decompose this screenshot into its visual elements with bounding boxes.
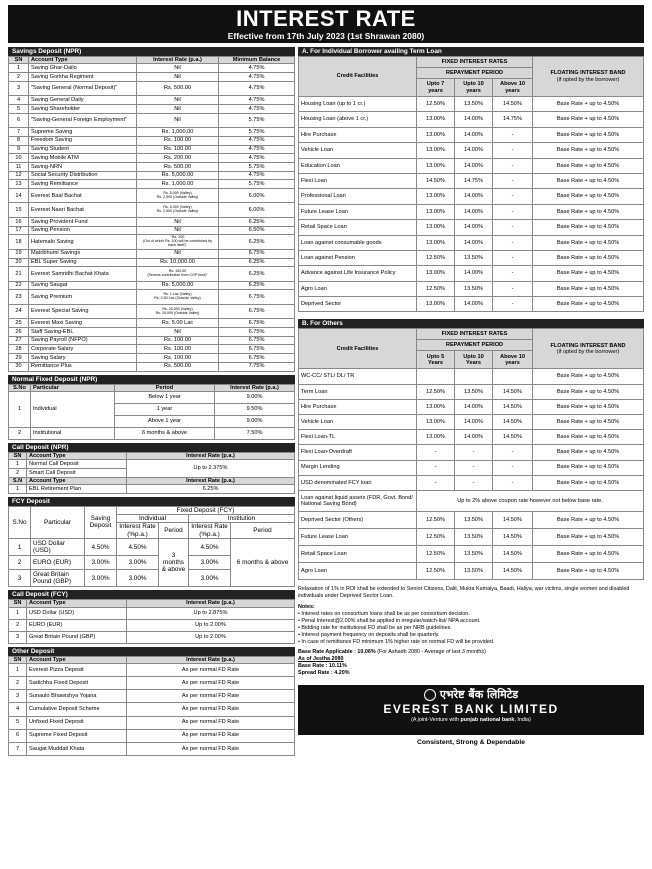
table-row: 2 EURO (EUR) Up to 2.00%	[9, 619, 295, 631]
table-row: Vehicle Loan 13.00% 14.00% - Base Rate + up to 4.50%	[299, 143, 644, 158]
th-particular: Particular	[31, 384, 115, 391]
table-row: 1 year 9.50%	[9, 403, 295, 415]
normal-fd-table	[8, 384, 295, 440]
table-row: 15 Everest Naari Bachat Rs. 5,000 (Valley) Rs. 2,500 (Outside Valley) 6.00%	[9, 203, 295, 218]
other-deposit-rows	[9, 664, 295, 756]
bank-logo	[298, 685, 644, 735]
savings-rows	[9, 64, 295, 371]
call-deposit-table: SN Account Type Interest Rate (p.a.) 1 Normal Call Deposit Up to 2.375% 2 Smart Call Deposit S.N Account Type Interest Rate (p.a.) 1 EBL Retirement Plan 6.25%	[8, 452, 295, 494]
note-item: • Interest rates on consortium loans shall be as per consortium decision.	[298, 611, 644, 618]
joint-venture-note: (A joint-Venture with punjab national bank, India)	[411, 717, 531, 724]
note-item: • Penal Interest@2.00% shall be applied in irregular/watch-list/ NPA account.	[298, 618, 644, 625]
table-row: WC-CC/ STL/ DL/ TR Base Rate + up to 4.50%	[299, 369, 644, 384]
table-row: 12 Social Security Distribution Rs. 5,000.00 4.75%	[9, 171, 295, 180]
table-row: 3 Great Britain Pound (GBP) Up to 2.00%	[9, 631, 295, 643]
table-row: 19 Matribhumi Savings Nil 6.75%	[9, 249, 295, 258]
table-row: 14 Everest Baal Bachat Rs. 5,000 (Valley) Rs. 2,500 (Outside Valley) 6.00%	[9, 188, 295, 203]
table-row: Future Lease Loan 12.50% 13.50% 14.50% Base Rate + up to 4.50%	[299, 528, 644, 545]
th-period: Period	[115, 384, 215, 391]
fcy-deposit-title: FCY Deposit	[8, 497, 295, 506]
header-banner	[8, 5, 644, 43]
table-row: 27 Saving Payroll (NFPO) Rs. 100.00 6.75%	[9, 336, 295, 345]
base-rate-applicable: Base Rate Applicable : 10.06%	[298, 649, 376, 656]
other-deposit-title: Other Deposit	[8, 647, 295, 656]
relaxation-note: Relaxation of 1% in ROI shall be extended to Senior Citizens, Dalit, Mukta Kamaiya, Baadi, Haliya, war victims, single women and disabled individuals under Deprived Sector Loan.	[298, 585, 630, 599]
table-row: Flexi Loan-TL 13.00% 14.00% 14.50% Base Rate + up to 4.50%	[299, 430, 644, 445]
table-row: 21 Everest Samridhi Bachat Khata Rs. 100.00 (Seniors contribution from COP fund)" 6.25%	[9, 267, 295, 282]
table-row: 2 Saving Gorkha Regiment Nil 4.75%	[9, 73, 295, 82]
table-row: Housing Loan (above 1 cr.) 13.00% 14.00% 14.75% Base Rate + up to 4.50%	[299, 112, 644, 127]
table-row: 2 Smart Call Deposit	[9, 468, 295, 477]
bank-name-nepali: एभरेष्ट बैंक लिमिटेड	[439, 688, 519, 702]
table-row: Loan against Pension 12.50% 13.50% - Base Rate + up to 4.50%	[299, 250, 644, 265]
th-account-type: Account Type	[29, 57, 137, 64]
table-row: 4 Cumulative Deposit Scheme As per normal FD Rate	[9, 703, 295, 716]
bank-name-english: EVEREST BANK LIMITED	[383, 702, 559, 717]
table-row: 1 EBL Retirement Plan 6.25%	[9, 485, 295, 494]
th-sno: S.No	[9, 384, 31, 391]
table-row: 28 Corporate Salary Rs. 100.00 6.75%	[9, 345, 295, 354]
table-row: Retail Space Loan 12.50% 13.50% 14.50% Base Rate + up to 4.50%	[299, 545, 644, 562]
table-row: 1 Everest Pizza Deposit As per normal FD Rate	[9, 664, 295, 677]
spread-rate: Spread Rate : 4.20%	[298, 670, 350, 677]
table-row: 10 Saving Mobile ATM Rs. 200.00 4.75%	[9, 154, 295, 163]
table-row: 7 Supreme Saving Rs. 1,000.00 5.75%	[9, 128, 295, 137]
left-column	[8, 47, 295, 756]
table-row: 1 USD Dollar (USD) 4.50% 4.50% 3 months & above 4.50% 6 months & above	[9, 539, 295, 556]
table-row: Agro Loan 12.50% 13.50% 14.50% Base Rate + up to 4.50%	[299, 562, 644, 579]
th-minimum-balance: Minimum Balance	[219, 57, 295, 64]
base-rate: Base Rate : 10.11%	[298, 663, 347, 670]
table-row: 1 Saving Ghar-Dailo Nil 4.75%	[9, 64, 295, 73]
notes-title: Notes:	[298, 604, 315, 610]
loans-b-table: Credit Facilities FIXED INTEREST RATES FLOATING INTEREST BAND (if opted by the borrower) REPAYMENT PERIOD Upto 5 Years Upto 10 Years Above 10 years WC-CC/ STL/ DL/ TR Base Rate + up to 4.50% Term Loan 12.50% 13.50% 14.50% Base Rate + up to 4.50% Hire Purchase 13.00% 14.00% 14.50% Base Rate + up to 4.50% Vehicle Loan 13.00% 14.00% 14.50% Base Rate + up to 4.50% Flexi Loan-TL 13.00% 14.00% 14.50% Base Rate + up to 4.50% Flexi Loan-Overdraft - - - Base Rate + up to 4.50% Margin Lending - - - Base Rate + up to 4.50% USD denominated FCY loan - - - Base Rate + up to 4.50% Loan against liquid assets (FDR, Govt. Bond/ National Saving Bond) Up to 2% above coupon rate however not below base rate. Deprived Sector (Others) 12.50% 13.50% 14.50% Base Rate + up to 4.50% Future Lease Loan 12.50% 13.50% 14.50% Base Rate + up to 4.50% Retail Space Loan 12.50% 13.50% 14.50% Base Rate + up to 4.50% Agro Loan 12.50% 13.50% 14.50% Base Rate + up to 4.50%	[298, 328, 644, 580]
th-sn: SN	[9, 57, 29, 64]
table-row: 5 Unfixed Fixed Deposit As per normal FD Rate	[9, 716, 295, 729]
table-row: 7 Saugat Muddati Khata As per normal FD Rate	[9, 742, 295, 755]
table-row: 18 Hatemalo Saving "Rs. 200 (Out of which Rs. 100 will be contributed by bank itself)" 6.25%	[9, 235, 295, 250]
table-row: 6 "Saving-General Foreign Employment" Nil 5.75%	[9, 113, 295, 128]
table-row: Flexi Loan 14.50% 14.75% - Base Rate + up to 4.50%	[299, 173, 644, 188]
table-row: Margin Lending - - - Base Rate + up to 4.50%	[299, 460, 644, 475]
table-row: Deprived Sector 13.00% 14.00% - Base Rate + up to 4.50%	[299, 297, 644, 312]
table-row: 30 Remittance Plus Rs. 500.00 7.75%	[9, 362, 295, 371]
table-row: Advance against Life Insurance Policy 13.00% 14.00% - Base Rate + up to 4.50%	[299, 266, 644, 281]
table-row: 6 Supreme Fixed Deposit As per normal FD Rate	[9, 729, 295, 742]
normal-fd-title: Normal Fixed Deposit (NPR)	[8, 375, 295, 384]
table-row: 1 USD Dollar (USD) Up to 2.875%	[9, 607, 295, 619]
table-row: Education Loan 13.00% 14.00% - Base Rate + up to 4.50%	[299, 158, 644, 173]
loans-a-title: A. For Individual Borrower availing Term Loan	[298, 47, 644, 56]
table-row: Housing Loan (up to 1 cr.) 12.50% 13.50% 14.50% Base Rate + up to 4.50%	[299, 97, 644, 112]
fcy-deposit-table: S.No Particular Saving Deposit Fixed Deposit (FCY) Individual Institution Interest Rate (%p.a.) Period Interest Rate (%p.a.) Period 1 USD Dollar (USD) 4.50% 4.50% 3 months & above 4.50% 6 months & above 2 EURO (EUR) 3.00% 3.00% 3.00% 3 Great Britain Pound (GBP) 3.00% 3.00% 3.00%	[8, 506, 295, 588]
loans-b-rows	[299, 369, 644, 491]
table-row: Loan against consumable goods 13.00% 14.00% - Base Rate + up to 4.50%	[299, 235, 644, 250]
base-rate-note: (For Ashadh 2080 - Average of last 3 months)	[377, 649, 486, 656]
table-row: Flexi Loan-Overdraft - - - Base Rate + up to 4.50%	[299, 445, 644, 460]
table-row: 11 Saving-NRN Rs. 500.00 5.75%	[9, 162, 295, 171]
table-row: 3 "Saving General (Normal Deposit)" Rs. 500.00 4.75%	[9, 81, 295, 96]
table-row: 16 Saving Provident Fund Nil 6.25%	[9, 217, 295, 226]
table-row: 3 Great Britain Pound (GBP) 3.00% 3.00% 3.00%	[9, 570, 295, 587]
table-row: 3 Sunaulo Bhawishya Yojana As per normal FD Rate	[9, 690, 295, 703]
table-row: Vehicle Loan 13.00% 14.00% 14.50% Base Rate + up to 4.50%	[299, 415, 644, 430]
page-title: INTEREST RATE	[236, 6, 416, 31]
table-row: 17 Saving Pension Nil 6.50%	[9, 226, 295, 235]
table-row: Deprived Sector (Others) 12.50% 13.50% 14.50% Base Rate + up to 4.50%	[299, 511, 644, 528]
table-row: 2 EURO (EUR) 3.00% 3.00% 3.00%	[9, 556, 295, 570]
loans-a-rows	[299, 97, 644, 312]
table-row: 5 Saving Shareholder Nil 4.75%	[9, 104, 295, 113]
notes-list	[298, 611, 644, 646]
savings-table	[8, 56, 295, 372]
loans-a-table: Credit Facilities FIXED INTEREST RATES FLOATING INTEREST BAND (if opted by the borrower) REPAYMENT PERIOD Upto 7 years Upto 10 years Above 10 years Housing Loan (up to 1 cr.) 12.50% 13.50% 14.50% Base Rate + up to 4.50% Housing Loan (above 1 cr.) 13.00% 14.00% 14.75% Base Rate + up to 4.50% Hire Purchase 13.00% 14.00% - Base Rate + up to 4.50% Vehicle Loan 13.00% 14.00% - Base Rate + up to 4.50% Education Loan 13.00% 14.00% - Base Rate + up to 4.50% Flexi Loan 14.50% 14.75% - Base Rate + up to 4.50% Professional Loan 13.00% 14.00% - Base Rate + up to 4.50% Future Lease Loan 13.00% 14.00% - Base Rate + up to 4.50% Retail Space Loan 13.00% 14.00% - Base Rate + up to 4.50% Loan against consumable goods 13.00% 14.00% - Base Rate + up to 4.50% Loan against Pension 12.50% 13.50% - Base Rate + up to 4.50% Advance against Life Insurance Policy 13.00% 14.00% - Base Rate + up to 4.50% Agro Loan 12.50% 13.50% - Base Rate + up to 4.50% Deprived Sector 13.00% 14.00% - Base Rate + up to 4.50%	[298, 56, 644, 312]
table-row: 26 Staff Saving-EBL Nil 6.75%	[9, 328, 295, 337]
right-column	[298, 47, 644, 747]
table-row: 8 Freedom Saving Rs. 100.00 4.75%	[9, 136, 295, 145]
table-row: 1 Individual Below 1 year 9.00%	[9, 391, 295, 403]
table-row: 13 Saving Remittance Rs. 1,000.00 5.75%	[9, 180, 295, 189]
loans-b-title: B. For Others	[298, 319, 644, 328]
note-item: • Bidding rate for institutional FD shall be as per NRB guidelines.	[298, 625, 644, 632]
notes-block	[298, 586, 644, 677]
call-fcy-rows	[9, 607, 295, 643]
tagline: Consistent, Strong & Dependable	[416, 739, 525, 747]
loans-b-rows-2	[299, 511, 644, 579]
table-row: 9 Saving Student Rs. 100.00 4.75%	[9, 145, 295, 154]
table-row: 20 EBL Super Saving Rs. 10,000.00 6.25%	[9, 258, 295, 267]
call-fcy-title: Call Deposit (FCY)	[8, 590, 295, 599]
table-row: Future Lease Loan 13.00% 14.00% - Base Rate + up to 4.50%	[299, 204, 644, 219]
savings-title: Savings Deposit (NPR)	[8, 47, 295, 56]
table-row: Hire Purchase 13.00% 14.00% - Base Rate + up to 4.50%	[299, 127, 644, 142]
table-row: 2 Sadichha Fixed Deposit As per normal FD Rate	[9, 677, 295, 690]
as-of: As of Jestha 2080	[298, 656, 344, 663]
note-item: • Interest payment frequency on deposits shall be quarterly.	[298, 632, 644, 639]
table-row: 22 Saving Saugat Rs. 5,000.00 6.25%	[9, 281, 295, 290]
table-row: Term Loan 12.50% 13.50% 14.50% Base Rate + up to 4.50%	[299, 384, 644, 399]
call-deposit-title: Call Deposit (NPR)	[8, 443, 295, 452]
effective-date: Effective from 17th July 2023 (1st Shrawan 2080)	[227, 31, 425, 41]
table-row: Above 1 year 9.00%	[9, 415, 295, 427]
table-row: 23 Saving Premium Rs. 1 Lac (Valley) Rs. 0.50 Lac (Outside Valley) 6.75%	[9, 290, 295, 305]
table-row: Hire Purchase 13.00% 14.00% 14.50% Base Rate + up to 4.50%	[299, 399, 644, 414]
th-rate: Interest Rate (p.a.)	[215, 384, 295, 391]
table-row: Loan against liquid assets (FDR, Govt. Bond/ National Saving Bond) Up to 2% above coupon rate however not below base rate.	[299, 490, 644, 511]
note-item: • In case of remittance FD minimum 1% higher rate on normal FD will be provided.	[298, 639, 644, 646]
table-row: 4 Saving General Daily Nil 4.75%	[9, 96, 295, 105]
bank-emblem-icon	[424, 689, 436, 701]
table-row: 2 Institutional 6 months & above 7.50%	[9, 427, 295, 439]
table-row: 29 Saving Salary Rs. 100.00 6.75%	[9, 354, 295, 363]
other-deposit-table: SN Account Type Interest Rate (p.a.) 1 Everest Pizza Deposit As per normal FD Rate 2 Sadichha Fixed Deposit As per normal FD Rate 3 Sunaulo Bhawishya Yojana As per normal FD Rate 4 Cumulative Deposit Scheme As per normal FD Rate 5 Unfixed Fixed Deposit As per normal FD Rate 6 Supreme Fixed Deposit As per normal FD Rate 7 Saugat Muddati Khata As per normal FD Rate	[8, 656, 295, 756]
table-row: Agro Loan 12.50% 13.50% - Base Rate + up to 4.50%	[299, 281, 644, 296]
call-fcy-table: SN Account Type Interest Rate (p.a.) 1 USD Dollar (USD) Up to 2.875% 2 EURO (EUR) Up to 2.00% 3 Great Britain Pound (GBP) Up to 2.00%	[8, 599, 295, 643]
table-row: Professional Loan 13.00% 14.00% - Base Rate + up to 4.50%	[299, 189, 644, 204]
table-row: 25 Everest Maxi Saving Rs. 5.00 Lac 6.75%	[9, 319, 295, 328]
table-row: 1 Normal Call Deposit Up to 2.375%	[9, 460, 295, 469]
table-row: 24 Everest Special Saving Rs. 25,000 (Valley) Rs. 10,000 (Outside Valley) 6.75%	[9, 304, 295, 319]
table-row: Retail Space Loan 13.00% 14.00% - Base Rate + up to 4.50%	[299, 220, 644, 235]
table-row: USD denominated FCY loan - - - Base Rate + up to 4.50%	[299, 475, 644, 490]
th-interest-rate: Interest Rate (p.a.)	[137, 57, 219, 64]
